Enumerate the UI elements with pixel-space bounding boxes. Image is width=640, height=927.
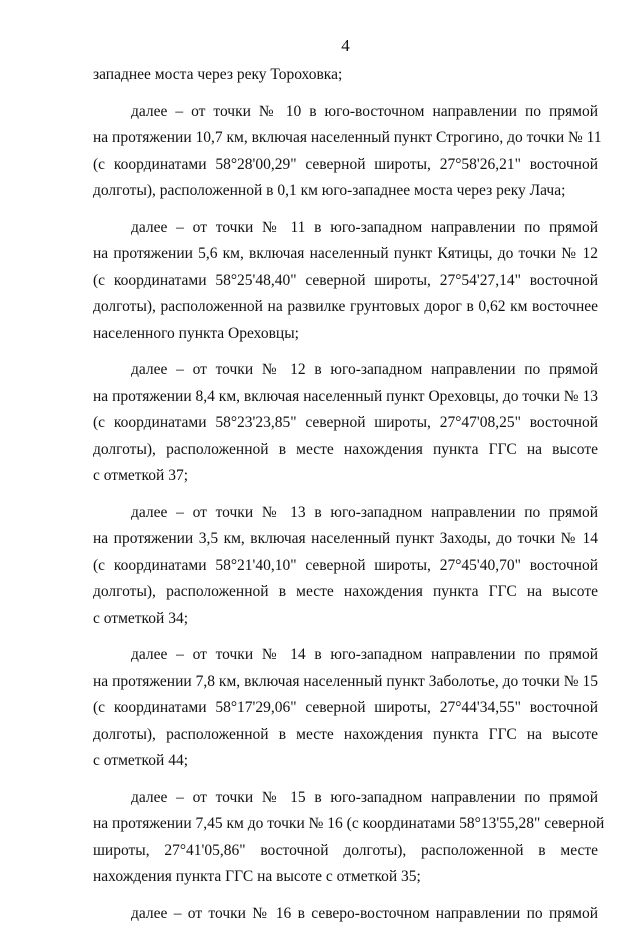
text-line: на протяжении 3,5 км, включая населенный пункт Заходы, до точки № 14	[93, 526, 598, 553]
paragraph	[93, 500, 598, 633]
text-line: на протяжении 10,7 км, включая населенный пункт Строгино, до точки № 11	[93, 125, 598, 152]
text-line: на протяжении 7,45 км до точки № 16 (с координатами 58°13'55,28" северной	[93, 811, 598, 838]
paragraph	[93, 357, 598, 490]
text-line: на протяжении 7,8 км, включая населенный пункт Заболотье, до точки № 15	[93, 669, 598, 696]
text-line: далее – от точки № 12 в юго-западном направлении по прямой	[93, 357, 598, 384]
document-body	[93, 62, 598, 927]
text-line: долготы), расположенной в месте нахождения пункта ГГС на высоте	[93, 722, 598, 749]
paragraph	[93, 215, 598, 348]
paragraph	[93, 99, 598, 205]
paragraph	[93, 62, 598, 89]
text-line: (с координатами 58°28'00,29" северной широты, 27°58'26,21" восточной	[93, 152, 598, 179]
text-line: долготы), расположенной в 0,1 км юго-западнее моста через реку Лача;	[93, 178, 598, 205]
text-line: (с координатами 58°25'48,40" северной широты, 27°54'27,14" восточной	[93, 268, 598, 295]
text-line: населенного пункта Ореховцы;	[93, 321, 598, 348]
text-line: долготы), расположенной в месте нахождения пункта ГГС на высоте	[93, 437, 598, 464]
text-line: западнее моста через реку Тороховка;	[93, 62, 598, 89]
text-line: (с координатами 58°23'23,85" северной широты, 27°47'08,25" восточной	[93, 410, 598, 437]
paragraph	[93, 642, 598, 775]
paragraph	[93, 785, 598, 891]
text-line: с отметкой 37;	[93, 463, 598, 490]
text-line: (с координатами 58°17'29,06" северной широты, 27°44'34,55" восточной	[93, 695, 598, 722]
text-line: далее – от точки № 13 в юго-западном направлении по прямой	[93, 500, 598, 527]
text-line: далее – от точки № 11 в юго-западном направлении по прямой	[93, 215, 598, 242]
text-line: нахождения пункта ГГС на высоте с отметкой 35;	[93, 864, 598, 891]
text-line: далее – от точки № 10 в юго-восточном направлении по прямой	[93, 99, 598, 126]
text-line: широты, 27°41'05,86" восточной долготы), расположенной в месте	[93, 838, 598, 865]
text-line: на протяжении 8,4 км, включая населенный пункт Ореховцы, до точки № 13	[93, 384, 598, 411]
text-line: с отметкой 34;	[93, 606, 598, 633]
text-line: далее – от точки № 14 в юго-западном направлении по прямой	[93, 642, 598, 669]
page-number: 4	[93, 36, 598, 56]
text-line: далее – от точки № 15 в юго-западном направлении по прямой	[93, 785, 598, 812]
text-line: (с координатами 58°21'40,10" северной широты, 27°45'40,70" восточной	[93, 553, 598, 580]
text-line: долготы), расположенной в месте нахождения пункта ГГС на высоте	[93, 579, 598, 606]
text-line: на протяжении 5,6 км, включая населенный пункт Кятицы, до точки № 12	[93, 241, 598, 268]
text-line: далее – от точки № 16 в северо-восточном направлении по прямой	[93, 901, 598, 927]
text-line: с отметкой 44;	[93, 748, 598, 775]
text-line: долготы), расположенной на развилке грунтовых дорог в 0,62 км восточнее	[93, 294, 598, 321]
paragraph	[93, 901, 598, 927]
